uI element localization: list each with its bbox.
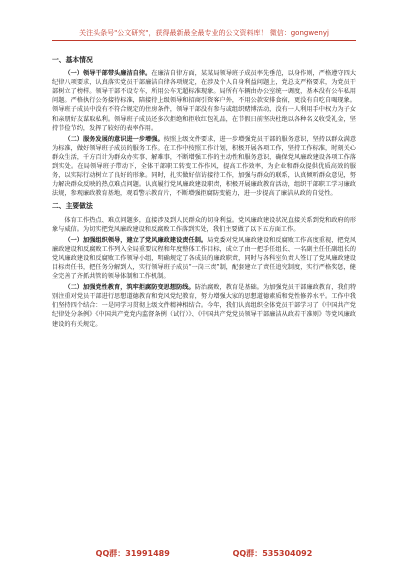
header-banner: 关注头条号"公文研究"，获得最新最全最专业的公文资料库！ 微信：gongwenyj [79,29,329,37]
paragraph-lead: （一）领导干部带头廉洁自律。 [64,70,152,78]
paragraph [52,283,356,328]
paragraph [52,216,356,234]
paragraph-text: 在廉洁自律方面，某某局领导班子成员率先垂范，以身作则，严格遵守四大纪律八项要求，认真落实党员干部廉洁自律各项规定，在涉及个人自身利益问题上，党总支严格要求，为党员干部树立了榜样。领导干部不设专车，所用公车无超标准现象。局所有车辆由办公室统一调度，基本没有公车私用问题。严格执行公务接待标准，陪接待上级领导和招商引资客户外，不用公款安排食宿，更没有自吃自喝现象。领导班子成员中没有不符合规定的住房条件，领导干部没有参与或组织赌博活动，没有一人利用手中权力为子女和亲朋好友谋取私利。领导班子成员还多次拒绝和拒收红包礼品，在节假日前坚决杜绝以各种名义收受礼金，坚持节俭节约，发挥了较好的表率作用。 [52,70,357,132]
paragraph-text: 体育工作热点、难点问题多，直接涉及到人民群众的切身利益。党风廉政建设状况直接关系到党和政府的形象与威信。为切实把党风廉政建设和反腐败工作落到实处，我们主要做了以下五方面工作。 [52,216,356,233]
paragraph-text: 局党委对党风廉政建设和反腐败工作高度重视，把党风廉政建设和反腐败工作列入全局重要议程和年度整体工作目标，成立了由一把手任组长、一名副主任任副组长的党风廉政建设和反腐败工作领导小组，明确规定了各成员的廉政职责，同时与各科室负责人签订了党风廉政建设目标责任书，把任务分解到人，实行领导班子成员“一岗三责”制，配套建立了责任追究制度，实行严格奖惩，健全完善了齐抓共管的领导体制和工作机制。 [52,236,357,281]
section-heading: 一、基本情况 [52,56,93,64]
paragraph-text: 按照上级文件要求，进一步增强党员干部的服务意识，坚持以群众满意为标准，做好领导班子成员的服务工作。在工作中按照工作计划，积极开展各项工作，坚持工作标准，时刻关心群众生活，千方百计为群众办实事、解难事，不断增强工作的主动性和服务意识，确保党风廉政建设各项工作落到实处。在局领导班子带动下，全体干部职工转变工作作风，提高工作效率，为企业和群众提供优质高效的服务，以实际行动树立了良好的形象。同时，扎实做好信访接待工作，加强与群众的联系，认真倾听群众意见，努力解决群众反映的热点难点问题。认真履行党风廉政建设职责，积极开展廉政教育活动，组织干部职工学习廉政法规，参观廉政教育基地，观看警示教育片，不断增强拒腐防变能力，进一步提高了廉洁从政的自觉性。 [52,135,357,198]
paragraph-text: 防治腐败，教育是基础。为加强党员干部廉政教育，我们特别注重对党员干部进行思想道德教育和党风党纪教育，努力增强大家的思想道德素质和党性修养水平。工作中我们坚持四个结合：一是同学习贯彻上级文件精神相结合。今年，我们认真组织全体党员干部学习了《中国共产党纪律处分条例》《中国共产党党内监督条例（试行）》、《中国共产党党员领导干部廉洁从政若干准则》等党风廉政建设的有关规定。 [52,284,357,328]
paragraph-lead: （二）加强党性教育，筑牢拒腐防变思想防线。 [64,284,195,292]
header-rule [52,40,356,41]
footer-qq-group-1: QQ群：31991489 [95,549,170,558]
document-body [52,52,356,331]
paragraph-lead: （一）加强组织领导，建立了党风廉政建设责任制。 [64,236,208,244]
footer-qq-group-2: QQ群：535304092 [232,549,313,558]
paragraph [52,69,356,133]
paragraph [52,135,356,199]
paragraph [52,236,356,281]
section-heading: 二、主要做法 [52,202,93,211]
footer-contact [0,548,408,559]
paragraph-lead: （二）服务发展的意识进一步增强。 [64,135,164,143]
